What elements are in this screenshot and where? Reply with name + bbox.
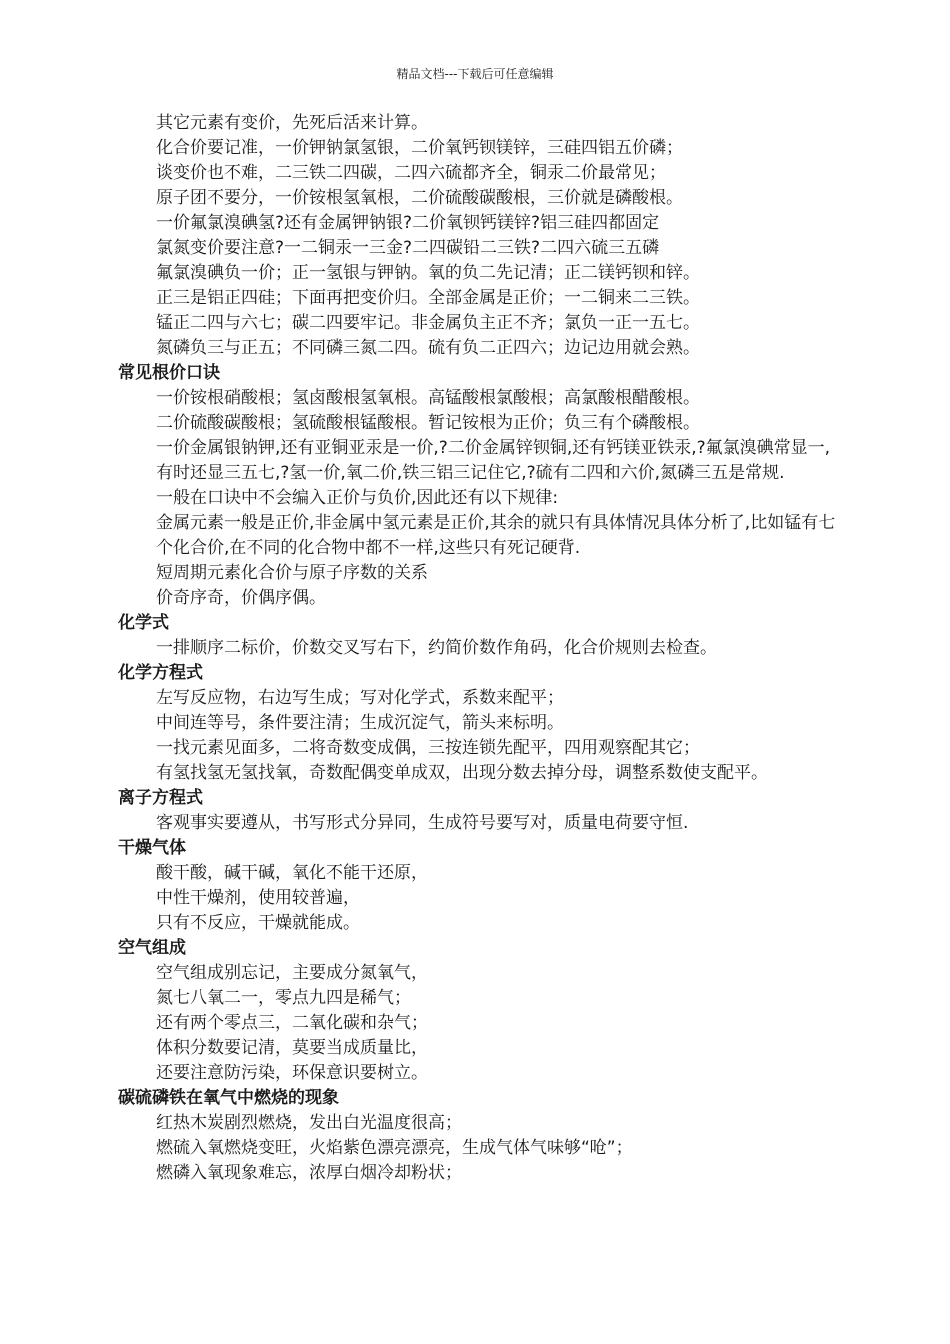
text-line: 短周期元素化合价与原子序数的关系: [156, 563, 428, 583]
paragraph: 一价金属银钠钾,还有亚铜亚汞是一价,?二价金属锌钡铜,还有钙镁亚铁汞,?氟氯溴碘常显一,: [156, 438, 831, 458]
text-line: 酸干酸，碱干碱，氧化不能干还原，: [156, 863, 428, 883]
paragraph: 有时还显三五七,?氢一价,氧二价,铁三铝三记住它,?硫有二四和六价,氮磷三五是常规.: [156, 463, 785, 483]
text-line: 一排顺序二标价，价数交叉写右下，约简价数作角码，化合价规则去检查。: [156, 638, 717, 658]
text-line: 二价硫酸碳酸根；氢硫酸根锰酸根。暂记铵根为正价；负三有个磷酸根。: [156, 413, 700, 433]
text-line: 还有两个零点三，二氧化碳和杂气；: [156, 1013, 428, 1033]
text-line: 价奇序奇，价偶序偶。: [156, 588, 326, 608]
text-line: 一价铵根硝酸根；氢卤酸根氢氧根。高锰酸根氯酸根；高氯酸根醋酸根。: [156, 388, 700, 408]
text-line: 红热木炭剧烈燃烧，发出白光温度很高；: [156, 1113, 462, 1133]
page-header: 精品文档---下载后可任意编辑: [396, 67, 554, 81]
text-line: 空气组成别忘记，主要成分氮氧气，: [156, 963, 428, 983]
text-line: 客观事实要遵从，书写形式分异同，生成符号要写对，质量电荷要守恒.: [156, 813, 689, 833]
text-line: 正三是铝正四硅；下面再把变价归。全部金属是正价；一二铜来二三铁。: [156, 288, 700, 308]
text-line: 锰正二四与六七；碳二四要牢记。非金属负主正不齐；氯负一正一五七。: [156, 313, 700, 333]
text-line: 一价氟氯溴碘氢?还有金属钾钠银?二价氧钡钙镁锌?铝三硅四都固定: [156, 213, 660, 233]
text-line: 体积分数要记清，莫要当成质量比，: [156, 1038, 428, 1058]
section-heading: 空气组成: [118, 938, 186, 958]
text-line: 左写反应物，右边写生成；写对化学式，系数来配平；: [156, 688, 564, 708]
text-line: 有氢找氢无氢找氧，奇数配偶变单成双，出现分数去掉分母，调整系数使支配平。: [156, 763, 768, 783]
text-line: 其它元素有变价，先死后活来计算。: [156, 113, 428, 133]
text-line: 只有不反应，干燥就能成。: [156, 913, 360, 933]
text-line: 氯氮变价要注意?一二铜汞一三金?二四碳铅二三铁?二四六硫三五磷: [156, 238, 660, 258]
text-line: 一找元素见面多，二将奇数变成偶，三按连锁先配平，四用观察配其它；: [156, 738, 700, 758]
section-heading: 化学方程式: [118, 663, 203, 683]
text-line: 氮七八氧二一，零点九四是稀气；: [156, 988, 411, 1008]
text-line: 化合价要记准，一价钾钠氯氢银，二价氧钙钡镁锌，三硅四铝五价磷；: [156, 138, 683, 158]
section-heading: 干燥气体: [118, 838, 186, 858]
section-heading: 化学式: [118, 613, 169, 633]
section-heading: 离子方程式: [118, 788, 203, 808]
paragraph: 金属元素一般是正价,非金属中氢元素是正价,其余的就只有具体情况具体分析了,比如锰有七个化合价,在不同的化合物中都不一样,这些只有死记硬背.: [156, 513, 836, 558]
text-line: 还要注意防污染，环保意识要树立。: [156, 1063, 428, 1083]
section-heading: 常见根价口诀: [118, 363, 220, 383]
text-line: 氟氯溴碘负一价；正一氢银与钾钠。氧的负二先记清；正二镁钙钡和锌。: [156, 263, 700, 283]
document-body: [118, 111, 843, 1186]
text-line: 中性干燥剂，使用较普遍，: [156, 888, 360, 908]
text-line: 氮磷负三与正五；不同磷三氮二四。硫有负二正四六；边记边用就会熟。: [156, 338, 700, 358]
section-heading: 碳硫磷铁在氧气中燃烧的现象: [118, 1088, 339, 1108]
text-line: 中间连等号，条件要注清；生成沉淀气，箭头来标明。: [156, 713, 564, 733]
text-line: 一般在口诀中不会编入正价与负价,因此还有以下规律:: [156, 488, 559, 508]
text-line: 燃硫入氧燃烧变旺，火焰紫色漂亮漂亮，生成气体气味够“呛”；: [156, 1138, 633, 1158]
text-line: 原子团不要分，一价铵根氢氧根，二价硫酸碳酸根，三价就是磷酸根。: [156, 188, 683, 208]
text-line: 谈变价也不难，二三铁二四碳，二四六硫都齐全，铜汞二价最常见；: [156, 163, 666, 183]
text-line: 燃磷入氧现象难忘，浓厚白烟冷却粉状；: [156, 1163, 462, 1183]
